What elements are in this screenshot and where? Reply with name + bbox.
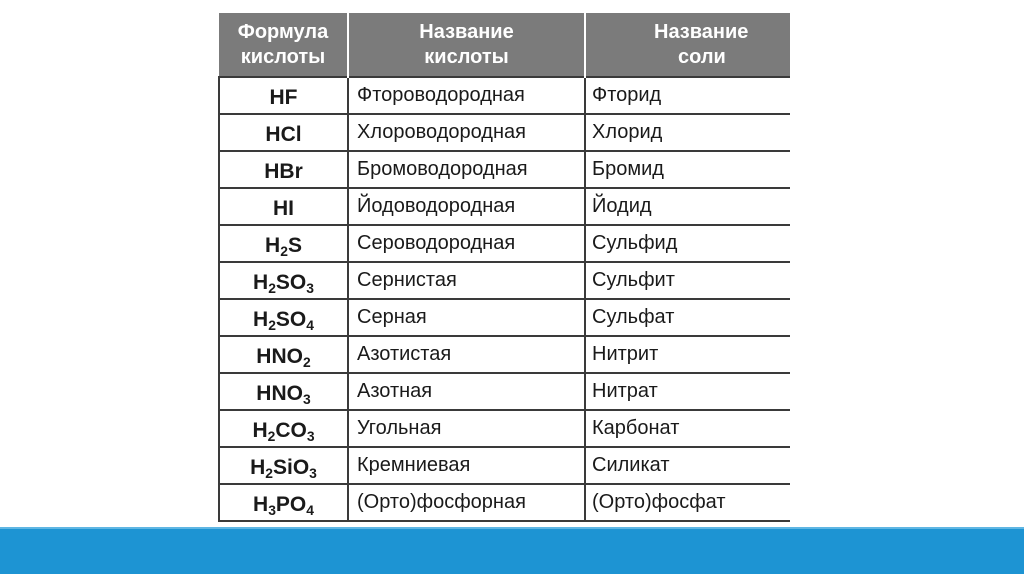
acid-name-cell: Бромоводородная (348, 151, 585, 188)
formula-element: PO (275, 492, 307, 516)
formula-element: H (265, 233, 281, 257)
acid-name-cell: Фтороводородная (348, 77, 585, 114)
acid-formula (253, 492, 314, 518)
formula-element: CO (275, 418, 307, 442)
header-line: Название (419, 20, 514, 43)
formula-subscript: 2 (267, 427, 276, 444)
header-acid-name (348, 13, 585, 77)
table-header (219, 13, 790, 77)
formula-subscript: 4 (306, 501, 314, 518)
acid-formula-cell (219, 484, 348, 521)
formula-subscript: 2 (268, 279, 276, 296)
salt-name-cell: Сульфид (585, 225, 790, 262)
salt-name-cell: Нитрат (585, 373, 790, 410)
acid-name-cell: Йодоводородная (348, 188, 585, 225)
acid-formula-cell (219, 151, 348, 188)
acid-formula (264, 159, 303, 182)
formula-subscript: 2 (280, 242, 288, 259)
formula-element: HF (269, 85, 298, 109)
salt-name-cell: Нитрит (585, 336, 790, 373)
table-row (219, 151, 790, 188)
header-line: Формула (237, 20, 329, 43)
formula-subscript: 3 (302, 390, 311, 407)
acid-formula-cell (219, 447, 348, 484)
acid-formula (256, 381, 311, 407)
formula-subscript: 3 (309, 464, 317, 481)
formula-element: HNO (256, 344, 303, 368)
table-row (219, 114, 790, 151)
salt-name-cell: Хлорид (585, 114, 790, 151)
salt-name-cell: Карбонат (585, 410, 790, 447)
acid-name-cell: Азотистая (348, 336, 585, 373)
acid-salt-table (218, 13, 790, 522)
acid-name-cell: Кремниевая (348, 447, 585, 484)
header-line: кислоты (424, 45, 509, 68)
table-row (219, 373, 790, 410)
table-row (219, 77, 790, 114)
table-row (219, 188, 790, 225)
table-row (219, 410, 790, 447)
formula-subscript: 2 (268, 316, 276, 333)
acid-formula-cell (219, 77, 348, 114)
table-body (219, 77, 790, 521)
acid-formula-cell (219, 262, 348, 299)
formula-element: HNO (256, 381, 303, 405)
acid-name-cell: Серная (348, 299, 585, 336)
acid-name-cell: Хлороводородная (348, 114, 585, 151)
acid-formula (253, 307, 314, 333)
acid-formula-cell (219, 225, 348, 262)
formula-subscript: 3 (306, 427, 315, 444)
acid-formula (273, 196, 294, 219)
header-line: соли (678, 45, 726, 68)
acid-formula-cell (219, 373, 348, 410)
table-row (219, 447, 790, 484)
footer-bar (0, 529, 1024, 574)
acid-formula (256, 344, 311, 370)
acid-name-cell: Сернистая (348, 262, 585, 299)
header-line: кислоты (240, 45, 326, 68)
acid-formula-cell (219, 336, 348, 373)
salt-name-cell: Йодид (585, 188, 790, 225)
acid-salt-table-container (218, 13, 790, 525)
formula-subscript: 2 (265, 464, 273, 481)
acid-formula-cell (219, 299, 348, 336)
acid-formula-cell (219, 410, 348, 447)
formula-element: HCl (265, 122, 302, 146)
acid-name-cell: (Орто)фосфорная (348, 484, 585, 521)
table-row (219, 262, 790, 299)
formula-element: H (250, 455, 266, 479)
acid-formula (265, 233, 302, 259)
header-acid-formula (219, 13, 348, 77)
salt-name-cell: Сульфит (585, 262, 790, 299)
table-row (219, 484, 790, 521)
formula-element: HI (273, 196, 294, 220)
acid-formula-cell (219, 114, 348, 151)
formula-subscript: 3 (268, 501, 276, 518)
formula-element: HBr (264, 159, 303, 183)
salt-name-cell: Бромид (585, 151, 790, 188)
header-salt-name (585, 13, 790, 77)
salt-name-cell: Сульфат (585, 299, 790, 336)
acid-name-cell: Азотная (348, 373, 585, 410)
table-row (219, 336, 790, 373)
header-row (219, 13, 790, 77)
formula-element: H (253, 270, 269, 294)
formula-element: SiO (272, 455, 310, 479)
salt-name-cell: Фторид (585, 77, 790, 114)
acid-formula (253, 270, 314, 296)
formula-element: H (253, 492, 269, 516)
acid-formula (250, 455, 317, 481)
formula-element: SO (275, 307, 307, 331)
header-line: Название (654, 20, 749, 43)
formula-element: H (252, 418, 268, 442)
acid-formula-cell (219, 188, 348, 225)
table-row (219, 299, 790, 336)
formula-element: SO (275, 270, 307, 294)
acid-name-cell: Сероводородная (348, 225, 585, 262)
formula-subscript: 3 (306, 279, 314, 296)
salt-name-cell: (Орто)фосфат (585, 484, 790, 521)
formula-subscript: 4 (306, 316, 314, 333)
formula-subscript: 2 (302, 353, 311, 370)
acid-formula (265, 122, 301, 145)
formula-element: S (287, 233, 302, 257)
formula-element: H (253, 307, 269, 331)
acid-formula (270, 85, 298, 108)
table-row (219, 225, 790, 262)
salt-name-cell: Силикат (585, 447, 790, 484)
acid-name-cell: Угольная (348, 410, 585, 447)
acid-formula (252, 418, 315, 444)
